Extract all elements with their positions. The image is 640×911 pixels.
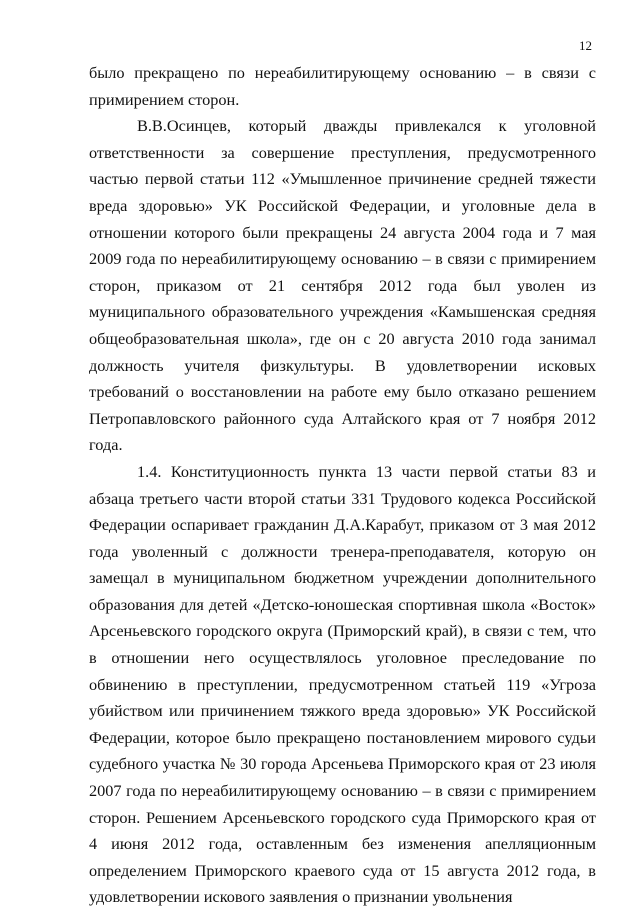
paragraph-section-1-4: 1.4. Конституционность пункта 13 части первой статьи 83 и абзаца третьего части второй статьи 331 Трудового кодекса Российской Федерации оспаривает гражданин Д.А.Карабут, приказом от 3 мая 2012 года уволенный с должности тренера-преподавателя, которую он замещал в муниципальном бюджетном учреждении дополнительного образования для детей «Детско-юношеская спортивная школа «Восток» Арсеньевского городского округа (Приморский край), в связи с тем, что в отношении него осуществлялось уголовное преследование по обвинению в преступлении, предусмотренном статьей 119 «Угроза убийством или причинением тяжкого вреда здоровью» УК Российской Федерации, которое было прекращено постановлением мирового судьи судебного участка № 30 города Арсеньева Приморского края от 23 июля 2007 года по нереабилитирующему основанию – в связи с примирением сторон. Решением Арсеньевского городского суда Приморского края от 4 июня 2012 года, оставленным без изменения апелляционным определением Приморского краевого суда от 15 августа 2012 года, в удовлетворении искового заявления о признании увольнения [89, 461, 596, 907]
document-body [89, 60, 596, 911]
paragraph-osintsev: В.В.Осинцев, который дважды привлекался к уголовной ответственности за совершение преступления, предусмотренного частью первой статьи 112 «Умышленное причинение средней тяжести вреда здоровью» УК Российской Федерации, и уголовные дела в отношении которого были прекращены 24 августа 2004 года и 7 мая 2009 года по нереабилитирующему основанию – в связи с примирением сторон, приказом от 21 сентября 2012 года был уволен из муниципального образовательного учреждения «Камышенская средняя общеобразовательная школа», где он с 20 августа 2010 года занимал должность учителя физкультуры. В удовлетворении исковых требований о восстановлении на работе ему было отказано решением Петропавловского районного суда Алтайского края от 7 ноября 2012 года. [89, 116, 596, 455]
paragraph-continuation: было прекращено по нереабилитирующему основанию – в связи с примирением сторон. [89, 63, 596, 109]
page-number: 12 [579, 38, 592, 53]
